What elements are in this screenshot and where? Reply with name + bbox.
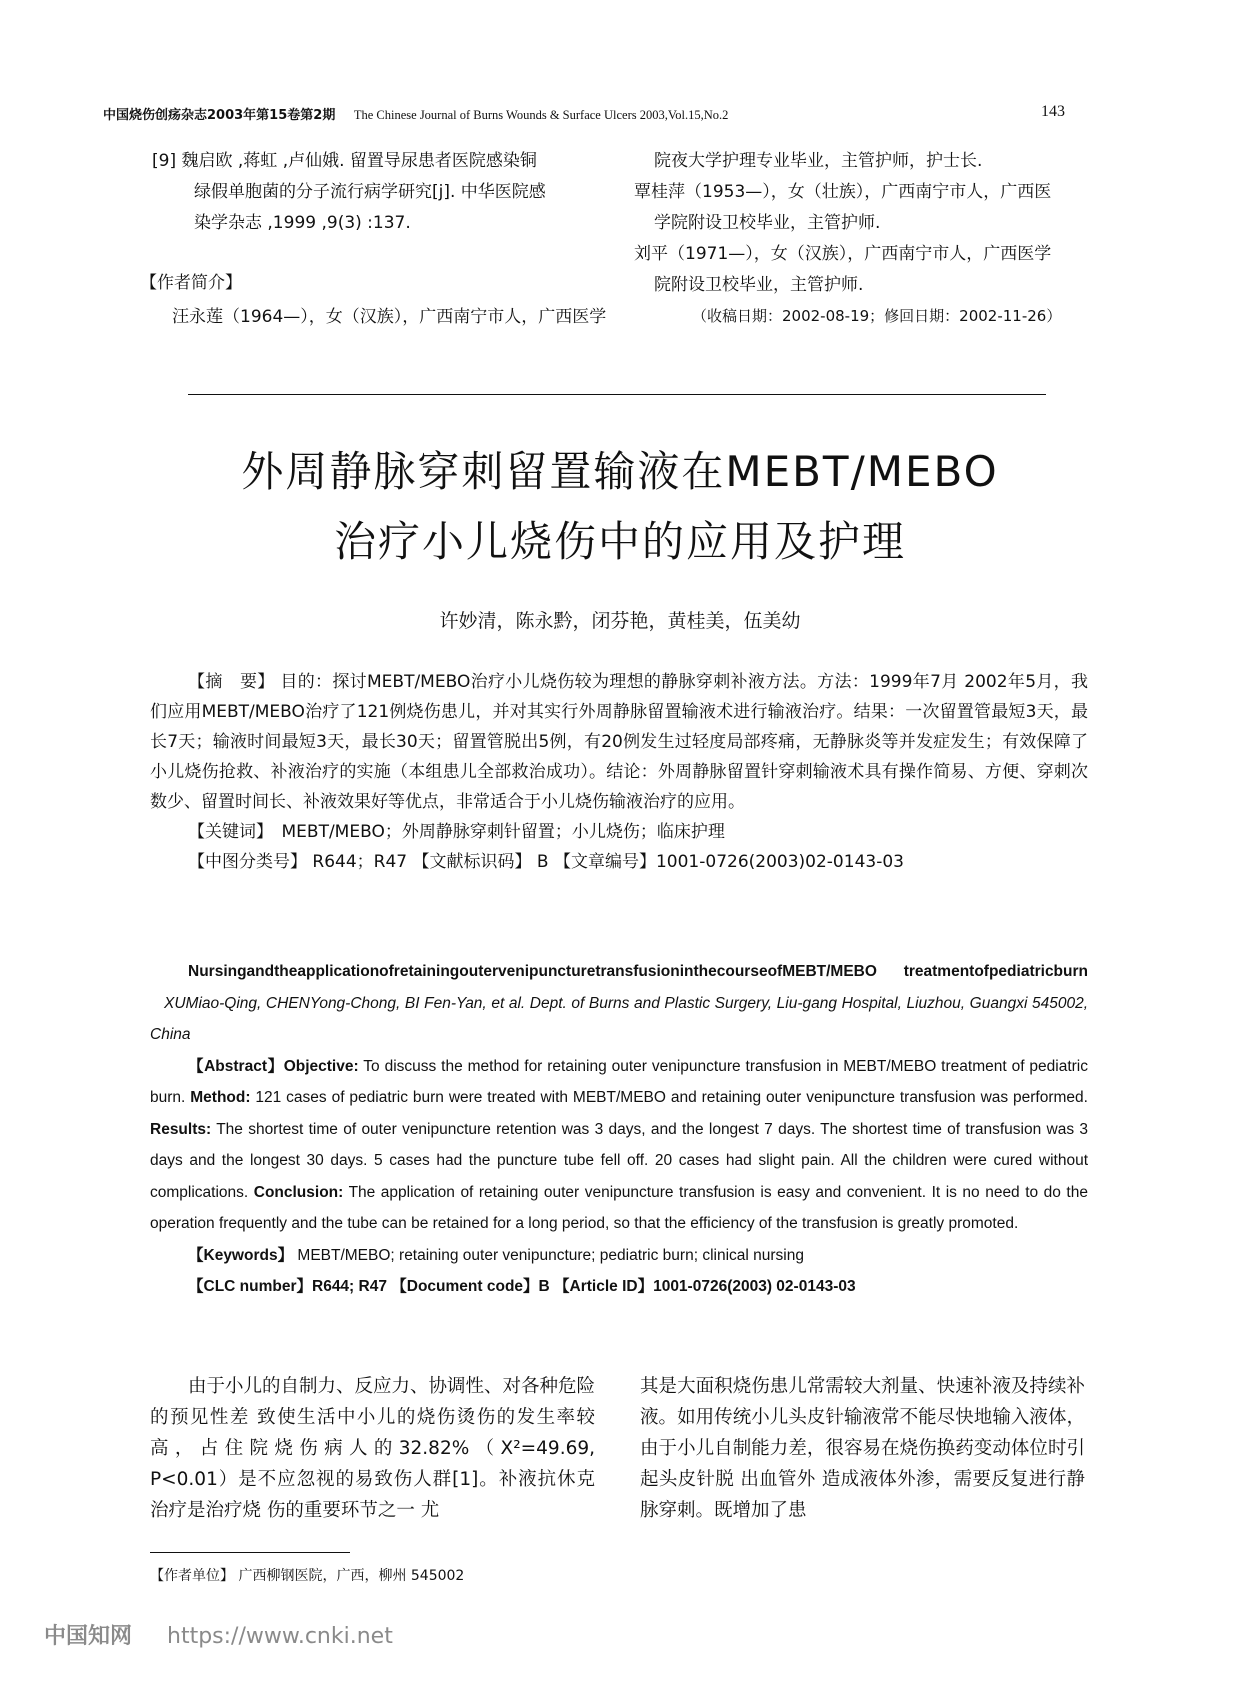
author-intro-line: 学院附设卫校毕业，主管护师.: [654, 213, 881, 233]
english-abstract-body: [150, 1051, 1088, 1240]
page-number: 143: [1041, 103, 1065, 120]
reference-line: 染学杂志 ,1999 ,9(3) :137.: [194, 213, 411, 233]
article-title: [0, 437, 1240, 577]
watermark: [44, 1619, 393, 1650]
running-header: [103, 104, 728, 123]
english-title: NursingandtheapplicationofretainingoutervenipuncturetransfusioninthecourseofMEBT/MEBO treatmentofpediatricburn: [188, 963, 1088, 980]
author-intro-heading: 【作者简介】: [140, 273, 242, 293]
objective-label: 【Abstract】Objective:: [188, 1057, 359, 1075]
method-label: Method:: [190, 1089, 251, 1106]
classification-cn: 【中图分类号】 R644；R47 【文献标识码】 B 【文章编号】1001-0726(2003)02-0143-03: [188, 852, 904, 872]
english-title-block: [150, 956, 1088, 1051]
abstract-cn-text: 【摘 要】 目的：探讨MEBT/MEBO治疗小儿烧伤较为理想的静脉穿刺补液方法。方法：1999年7月 2002年5月，我们应用MEBT/MEBO治疗了121例烧伤患儿，并对其实行外周静脉留置输液术进行输液治疗。结果：一次留置管最短3天，最长7天；输液时间最短3天，最长30天；留置管脱出5例，有20例发生过轻度局部疼痛，无静脉炎等并发症发生；有效保障了小儿烧伤抢救、补液治疗的实施（本组患儿全部救治成功）。结论：外周静脉留置针穿刺输液术具有操作简易、方便、穿刺次数少、留置时间长、补液效果好等优点，非常适合于小儿烧伤输液治疗的应用。: [150, 672, 1088, 812]
author-intro-line: 刘平（1971—），女（汉族），广西南宁市人，广西医学: [634, 244, 1052, 264]
body-column-left: 由于小儿的自制力、反应力、协调性、对各种危险的预见性差 致使生活中小儿的烧伤烫伤的发生率较高，占住院烧伤病人的32.82%（X²=49.69, P<0.01）是不应忽视的易致伤人群[1]。补液抗休克治疗是治疗烧 伤的重要环节之一 尤: [150, 1376, 596, 1521]
conclusion-text: The application of retaining outer venipuncture transfusion is easy and convenient. It is no need to do the operation frequently and the tube can be retained for a long period, so that the efficiency of the transfusion is greatly promoted.: [150, 1183, 1088, 1232]
journal-title-en: The Chinese Journal of Burns Wounds & Surface Ulcers 2003,Vol.15,No.2: [353, 108, 729, 122]
reference-list: [140, 146, 607, 333]
reference-line: 绿假单胞菌的分子流行病学研究[j]. 中华医院感: [194, 182, 546, 202]
footnote-rule: [150, 1552, 350, 1553]
affiliation-footnote: 【作者单位】 广西柳钢医院，广西，柳州 545002: [150, 1568, 465, 1584]
author-intro-line: 汪永莲（1964—），女（汉族），广西南宁市人，广西医学: [172, 307, 607, 327]
english-keywords: [150, 1240, 1088, 1272]
author-intro-line: 覃桂萍（1953—），女（壮族），广西南宁市人，广西医: [634, 182, 1052, 202]
cnki-url[interactable]: https://www.cnki.net: [167, 1624, 393, 1649]
author-intro-right: [634, 146, 1094, 332]
conclusion-label: Conclusion:: [253, 1183, 344, 1201]
results-text: The shortest time of outer venipuncture retention was 3 days, and the longest 7 days. The shortest time of transfusion was 3 days and the longest 30 days. 5 cases had the puncture tube fell off. 20 cases had slight pain. All the children were cured without complications.: [150, 1120, 1088, 1201]
reference-line: [9] 魏启欧 ,蒋虹 ,卢仙娥. 留置导尿患者医院感染铜: [152, 151, 537, 171]
received-dates: （收稿日期：2002-08-19；修回日期：2002-11-26）: [692, 307, 1062, 325]
author-list: 许妙清，陈永黔，闭芬艳，黄桂美，伍美幼: [439, 610, 801, 632]
body-column-right: 其是大面积烧伤患儿常需较大剂量、快速补液及持续补液。如用传统小儿头皮针输液常不能尽快地输入液体，由于小儿自制能力差，很容易在烧伤换药变动体位时引起头皮针脱 出血管外 造成液体外渗，需要反复进行静脉穿刺。既增加了患: [640, 1376, 1085, 1521]
author-intro-line: 院附设卫校毕业，主管护师.: [654, 275, 864, 295]
journal-title-cn: 中国烧伤创疡杂志2003年第15卷第2期: [103, 108, 336, 123]
objective-text: To discuss the method for retaining outer venipuncture transfusion in MEBT/MEBO treatment of pediatric burn.: [150, 1057, 1088, 1106]
english-authors: XUMiao-Qing, CHENYong-Chong, BI Fen-Yan, et al. Dept. of Burns and Plastic Surgery, Liu-gang Hospital, Liuzhou, Guangxi 545002, China: [150, 994, 1088, 1043]
results-label: Results:: [150, 1120, 212, 1138]
keywords-text: MEBT/MEBO; retaining outer venipuncture; pediatric burn; clinical nursing: [297, 1246, 804, 1264]
title-line-1: 外周静脉穿刺留置输液在MEBT/MEBO: [241, 447, 999, 496]
keywords-cn: 【关键词】 MEBT/MEBO；外周静脉穿刺针留置；小儿烧伤；临床护理: [188, 822, 725, 842]
section-divider: [188, 394, 1046, 395]
author-intro-line: 院夜大学护理专业毕业，主管护师，护士长.: [654, 151, 983, 171]
abstract-cn: [150, 667, 1088, 877]
cnki-logo: 中国知网: [44, 1624, 133, 1649]
abstract-en: [150, 956, 1088, 1303]
title-line-2: 治疗小儿烧伤中的应用及护理: [333, 517, 906, 566]
method-text: 121 cases of pediatric burn were treated with MEBT/MEBO and retaining outer venipuncture transfusion was performed.: [255, 1089, 1088, 1106]
english-clc: 【CLC number】R644; R47 【Document code】B 【Article ID】1001-0726(2003) 02-0143-03: [188, 1278, 856, 1295]
keywords-label: 【Keywords】: [188, 1246, 294, 1264]
